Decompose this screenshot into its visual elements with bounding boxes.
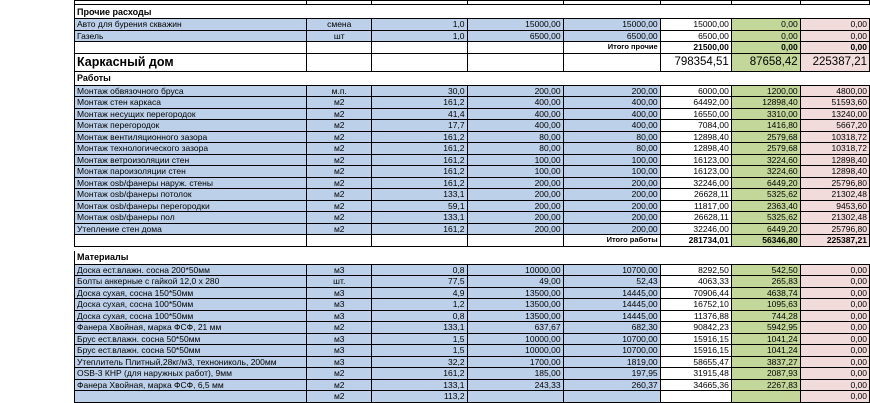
cell[interactable]: 2267,83 [731,379,800,391]
cell[interactable] [75,235,307,247]
cell[interactable]: 1095,63 [731,299,800,311]
cell[interactable]: Доска ест.влажн. сосна 200*50мм [75,264,307,276]
cell[interactable]: 11376,88 [660,310,731,322]
cell[interactable]: м3 [307,287,372,299]
cell[interactable]: м2 [307,108,372,120]
cell[interactable]: 14445,00 [563,310,660,322]
cell[interactable]: м2 [307,97,372,109]
cell[interactable]: 34665,36 [660,379,731,391]
cell[interactable]: 5667,20 [800,120,869,132]
cell[interactable] [467,53,563,71]
cell[interactable]: 225387,21 [800,53,869,71]
cell[interactable]: 25796,80 [800,177,869,189]
cell[interactable] [307,53,372,71]
table-row [75,379,870,391]
section-header [75,5,870,19]
cell[interactable] [563,251,660,265]
cell[interactable]: 80,00 [467,143,563,155]
cell[interactable]: 10318,72 [800,131,869,143]
cell[interactable]: 51593,60 [800,97,869,109]
cell[interactable]: 0,8 [372,310,467,322]
cell[interactable]: м2 [307,379,372,391]
spreadsheet [74,0,870,403]
cell[interactable]: Брус ест.влажн. сосна 50*50мм [75,345,307,357]
cell[interactable]: 133,1 [372,322,467,334]
cell[interactable]: м2 [307,212,372,224]
cell[interactable]: 2363,40 [731,200,800,212]
cell[interactable]: 200,00 [563,177,660,189]
cell[interactable]: 133,1 [372,189,467,201]
cell[interactable]: 0,00 [800,322,869,334]
cell[interactable]: 0,00 [731,30,800,42]
cell[interactable]: 200,00 [467,85,563,97]
house-total-row [75,53,870,71]
cell[interactable]: 161,2 [372,97,467,109]
cell[interactable]: 161,2 [372,166,467,178]
cell[interactable] [75,42,307,54]
cell[interactable]: Монтаж пароизоляции стен [75,166,307,178]
cell[interactable]: 281734,01 [660,235,731,247]
cell[interactable]: 30,0 [372,85,467,97]
total-row [75,235,870,247]
cell[interactable]: 200,00 [563,223,660,235]
cell[interactable]: 0,00 [800,356,869,368]
cell[interactable]: 6500,00 [467,30,563,42]
cell[interactable]: Монтаж osb/фанеры потолок [75,189,307,201]
cell[interactable]: 400,00 [563,97,660,109]
cell[interactable]: Доска сухая, сосна 100*50мм [75,310,307,322]
cell[interactable]: 161,2 [372,154,467,166]
cell[interactable]: Монтаж стен каркаса [75,97,307,109]
cell[interactable]: 3224,60 [731,166,800,178]
cell[interactable]: 16123,00 [660,154,731,166]
cell[interactable]: 0,00 [800,264,869,276]
cell[interactable]: 1200,00 [731,85,800,97]
cell[interactable]: м3 [307,333,372,345]
cell[interactable]: 4063,33 [660,276,731,288]
cell[interactable]: 200,00 [467,212,563,224]
cell[interactable] [372,251,467,265]
table-row [75,131,870,143]
cell[interactable]: 400,00 [467,97,563,109]
cell[interactable]: 0,00 [800,333,869,345]
cell[interactable]: 133,1 [372,379,467,391]
cell[interactable]: 2579,68 [731,131,800,143]
cell[interactable]: 200,00 [563,85,660,97]
cell[interactable]: 113,2 [372,391,467,403]
cell[interactable]: 9453,60 [800,200,869,212]
cell[interactable]: Монтаж несущих перегородок [75,108,307,120]
table-row [75,391,870,403]
cell[interactable]: 0,00 [800,310,869,322]
cell[interactable]: 15000,00 [563,19,660,31]
cell[interactable] [372,5,467,19]
cell[interactable]: 13500,00 [467,310,563,322]
cell[interactable]: 31915,48 [660,368,731,380]
cell[interactable]: 10700,00 [563,264,660,276]
cell[interactable] [307,42,372,54]
cell[interactable]: 2579,68 [731,143,800,155]
cell[interactable] [800,5,869,19]
cell[interactable]: 6500,00 [660,30,731,42]
cell[interactable]: 161,2 [372,223,467,235]
cell[interactable]: м2 [307,177,372,189]
cell[interactable]: 6449,20 [731,223,800,235]
table-row [75,212,870,224]
cell[interactable]: шт. [307,276,372,288]
cell[interactable]: 70906,44 [660,287,731,299]
cell[interactable]: 5325,62 [731,212,800,224]
cell[interactable]: 64492,00 [660,97,731,109]
cell[interactable]: 400,00 [467,108,563,120]
cell[interactable]: 1,0 [372,19,467,31]
cell[interactable]: м2 [307,154,372,166]
cell[interactable]: 12898,40 [660,131,731,143]
cell[interactable]: м3 [307,264,372,276]
cell[interactable]: 10700,00 [563,345,660,357]
cell[interactable]: 200,00 [467,200,563,212]
cell[interactable] [731,71,800,85]
cell[interactable]: Монтаж обвязочного бруса [75,85,307,97]
cell[interactable]: м2 [307,166,372,178]
cell[interactable] [731,5,800,19]
cell[interactable] [307,235,372,247]
estimate-table [74,0,870,403]
cell[interactable]: 6000,00 [660,85,731,97]
cell[interactable]: 90842,23 [660,322,731,334]
cell[interactable]: 59,1 [372,200,467,212]
cell[interactable]: 161,2 [372,131,467,143]
cell[interactable]: Газель [75,30,307,42]
cell[interactable]: 15000,00 [660,19,731,31]
table-row [75,85,870,97]
cell[interactable]: 542,50 [731,264,800,276]
cell[interactable] [563,53,660,71]
cell[interactable]: м2 [307,131,372,143]
cell[interactable]: 0,00 [800,368,869,380]
cell[interactable]: 3224,60 [731,154,800,166]
cell[interactable]: 1,5 [372,333,467,345]
cell[interactable]: OSB-3 КНР (для наружных работ), 9мм [75,368,307,380]
cell[interactable]: 161,2 [372,368,467,380]
cell[interactable] [372,42,467,54]
cell[interactable]: 10700,00 [563,333,660,345]
cell[interactable]: Монтаж osb/фанеры пол [75,212,307,224]
section-title: Работы [75,71,307,85]
cell[interactable] [660,391,731,403]
cell[interactable]: 133,1 [372,212,467,224]
cell[interactable]: 400,00 [467,120,563,132]
cell[interactable]: 17,7 [372,120,467,132]
cell[interactable]: 4638,74 [731,287,800,299]
table-row [75,200,870,212]
cell[interactable]: 185,00 [467,368,563,380]
cell[interactable]: 58655,47 [660,356,731,368]
cell[interactable] [372,71,467,85]
cell[interactable]: 1819,00 [563,356,660,368]
cell[interactable]: 32,2 [372,356,467,368]
cell[interactable] [467,42,563,54]
cell[interactable]: 8292,50 [660,264,731,276]
cell[interactable] [307,251,372,265]
table-row [75,322,870,334]
cell[interactable]: 21302,48 [800,189,869,201]
table-row [75,120,870,132]
cell[interactable]: 0,00 [800,379,869,391]
cell[interactable]: 200,00 [467,223,563,235]
cell[interactable] [307,71,372,85]
cell[interactable]: 0,8 [372,264,467,276]
cell[interactable] [467,251,563,265]
cell[interactable]: 0,00 [800,391,869,403]
cell[interactable]: 12898,40 [660,143,731,155]
cell[interactable]: 100,00 [563,166,660,178]
cell[interactable]: 1041,24 [731,333,800,345]
cell[interactable]: 225387,21 [800,235,869,247]
cell[interactable] [800,71,869,85]
table-row [75,143,870,155]
cell[interactable]: 6500,00 [563,30,660,42]
cell[interactable]: 11817,00 [660,200,731,212]
cell[interactable]: 3310,00 [731,108,800,120]
cell[interactable]: 14445,00 [563,287,660,299]
table-row [75,287,870,299]
cell[interactable]: 13500,00 [467,287,563,299]
cell[interactable]: 52,43 [563,276,660,288]
table-row [75,177,870,189]
cell[interactable]: 14445,00 [563,299,660,311]
cell[interactable]: Монтаж ветроизоляции стен [75,154,307,166]
cell[interactable] [75,391,307,403]
cell[interactable]: 260,37 [563,379,660,391]
cell[interactable] [307,5,372,19]
cell[interactable]: м3 [307,310,372,322]
cell[interactable]: 32246,00 [660,223,731,235]
total-label[interactable]: Итого прочие [563,42,660,54]
cell[interactable]: 6449,20 [731,177,800,189]
cell[interactable]: 3837,27 [731,356,800,368]
cell[interactable] [731,391,800,403]
cell[interactable] [467,5,563,19]
cell[interactable]: 10000,00 [467,264,563,276]
cell[interactable]: Доска сухая, сосна 100*50мм [75,299,307,311]
table-row [75,30,870,42]
cell[interactable]: м2 [307,223,372,235]
total-row [75,42,870,54]
cell[interactable]: 15000,00 [467,19,563,31]
cell[interactable] [372,53,467,71]
table-row [75,345,870,357]
cell[interactable]: 4800,00 [800,85,869,97]
cell[interactable]: 0,00 [800,276,869,288]
cell[interactable]: 26628,11 [660,189,731,201]
cell[interactable]: шт [307,30,372,42]
cell[interactable]: 26628,11 [660,212,731,224]
cell[interactable]: 12898,40 [800,154,869,166]
cell[interactable]: 243,33 [467,379,563,391]
cell[interactable] [660,5,731,19]
cell[interactable]: 1041,24 [731,345,800,357]
cell[interactable]: смена [307,19,372,31]
cell[interactable]: 197,95 [563,368,660,380]
cell[interactable]: м2 [307,391,372,403]
cell[interactable]: 100,00 [467,166,563,178]
cell[interactable]: Монтаж технологического зазора [75,143,307,155]
cell[interactable]: 4,9 [372,287,467,299]
cell[interactable]: Авто для бурения скважин [75,19,307,31]
cell[interactable]: 200,00 [563,200,660,212]
cell[interactable] [563,5,660,19]
cell[interactable]: 2087,93 [731,368,800,380]
table-row [75,154,870,166]
cell[interactable]: 0,00 [731,42,800,54]
cell[interactable]: 0,00 [800,345,869,357]
cell[interactable]: 16752,10 [660,299,731,311]
cell[interactable]: м2 [307,143,372,155]
cell[interactable]: 200,00 [563,189,660,201]
cell[interactable]: 25796,80 [800,223,869,235]
cell[interactable] [467,391,563,403]
cell[interactable]: Фанера Хвойная, марка ФСФ, 21 мм [75,322,307,334]
cell[interactable] [467,235,563,247]
cell[interactable]: 744,28 [731,310,800,322]
cell[interactable]: 5942,95 [731,322,800,334]
cell[interactable]: 1700,00 [467,356,563,368]
cell[interactable]: 1,0 [372,30,467,42]
cell[interactable]: 0,00 [800,299,869,311]
cell[interactable]: 100,00 [563,154,660,166]
cell[interactable]: 10000,00 [467,345,563,357]
house-title[interactable]: Каркасный дом [75,53,307,71]
table-row [75,108,870,120]
cell[interactable]: м.п. [307,85,372,97]
cell[interactable]: 200,00 [467,189,563,201]
cell[interactable]: 16123,00 [660,166,731,178]
cell[interactable] [563,71,660,85]
cell[interactable]: 400,00 [563,120,660,132]
cell[interactable]: м2 [307,322,372,334]
table-row [75,166,870,178]
cell[interactable]: 100,00 [467,154,563,166]
table-row [75,97,870,109]
cell[interactable]: 16550,00 [660,108,731,120]
cell[interactable]: м3 [307,345,372,357]
cell[interactable] [467,71,563,85]
cell[interactable]: 637,67 [467,322,563,334]
cell[interactable]: м2 [307,200,372,212]
table-row [75,223,870,235]
cell[interactable]: м2 [307,120,372,132]
table-row [75,264,870,276]
cell[interactable]: 12898,40 [731,97,800,109]
cell[interactable]: 21500,00 [660,42,731,54]
cell[interactable] [372,235,467,247]
table-row [75,299,870,311]
table-row [75,19,870,31]
table-row [75,333,870,345]
cell[interactable]: 21302,48 [800,212,869,224]
cell[interactable]: 15916,15 [660,333,731,345]
cell[interactable]: Монтаж osb/фанеры перегородки [75,200,307,212]
cell[interactable]: 200,00 [467,177,563,189]
cell[interactable]: 1,5 [372,345,467,357]
table-row [75,189,870,201]
cell[interactable]: м2 [307,189,372,201]
cell[interactable]: 5325,62 [731,189,800,201]
cell[interactable]: 10318,72 [800,143,869,155]
cell[interactable]: 80,00 [563,143,660,155]
cell[interactable]: 7084,00 [660,120,731,132]
cell[interactable]: м3 [307,299,372,311]
cell[interactable]: 0,00 [800,42,869,54]
section-title: Прочие расходы [75,5,307,19]
cell[interactable]: 87658,42 [731,53,800,71]
cell[interactable]: 13240,00 [800,108,869,120]
cell[interactable]: Болты анкерные с гайкой 12,0 х 280 [75,276,307,288]
cell[interactable]: 15916,15 [660,345,731,357]
cell[interactable]: 80,00 [467,131,563,143]
section-header [75,251,870,265]
cell[interactable]: 265,83 [731,276,800,288]
cell[interactable] [731,251,800,265]
cell[interactable]: 12898,40 [800,166,869,178]
cell[interactable]: м3 [307,356,372,368]
cell[interactable]: 0,00 [731,19,800,31]
cell[interactable]: 41,4 [372,108,467,120]
cell[interactable]: Фанера Хвойная, марка ФСФ, 6,5 мм [75,379,307,391]
cell[interactable]: 1416,80 [731,120,800,132]
cell[interactable] [660,251,731,265]
cell[interactable]: 32246,00 [660,177,731,189]
cell[interactable]: Монтаж osb/фанеры наруж. стены [75,177,307,189]
cell[interactable]: Утепление стен дома [75,223,307,235]
cell[interactable]: 77,5 [372,276,467,288]
table-row [75,276,870,288]
cell[interactable]: 798354,51 [660,53,731,71]
cell[interactable]: 200,00 [563,212,660,224]
cell[interactable]: 0,00 [800,287,869,299]
cell[interactable] [800,251,869,265]
cell[interactable]: 80,00 [563,131,660,143]
table-row [75,310,870,322]
cell[interactable]: 13500,00 [467,299,563,311]
cell[interactable]: Монтаж перегородок [75,120,307,132]
cell[interactable] [563,391,660,403]
cell[interactable]: 49,00 [467,276,563,288]
cell[interactable]: Доска сухая, сосна 150*50мм [75,287,307,299]
cell[interactable]: 400,00 [563,108,660,120]
total-label[interactable]: Итого работы [563,235,660,247]
cell[interactable]: Монтаж вентиляционного зазора [75,131,307,143]
cell[interactable]: Утеплитель Плитный,28кг/м3, технониколь, 200мм [75,356,307,368]
cell[interactable]: 1,2 [372,299,467,311]
cell[interactable]: м2 [307,368,372,380]
cell[interactable]: 0,00 [800,19,869,31]
cell[interactable]: Брус ест.влажн. сосна 50*50мм [75,333,307,345]
table-row [75,356,870,368]
cell[interactable]: 0,00 [800,30,869,42]
cell[interactable]: 10000,00 [467,333,563,345]
table-row [75,368,870,380]
cell[interactable] [660,71,731,85]
cell[interactable]: 56346,80 [731,235,800,247]
cell[interactable]: 161,2 [372,177,467,189]
cell[interactable]: 161,2 [372,143,467,155]
cell[interactable]: 682,30 [563,322,660,334]
section-header [75,71,870,85]
section-title: Материалы [75,251,307,265]
